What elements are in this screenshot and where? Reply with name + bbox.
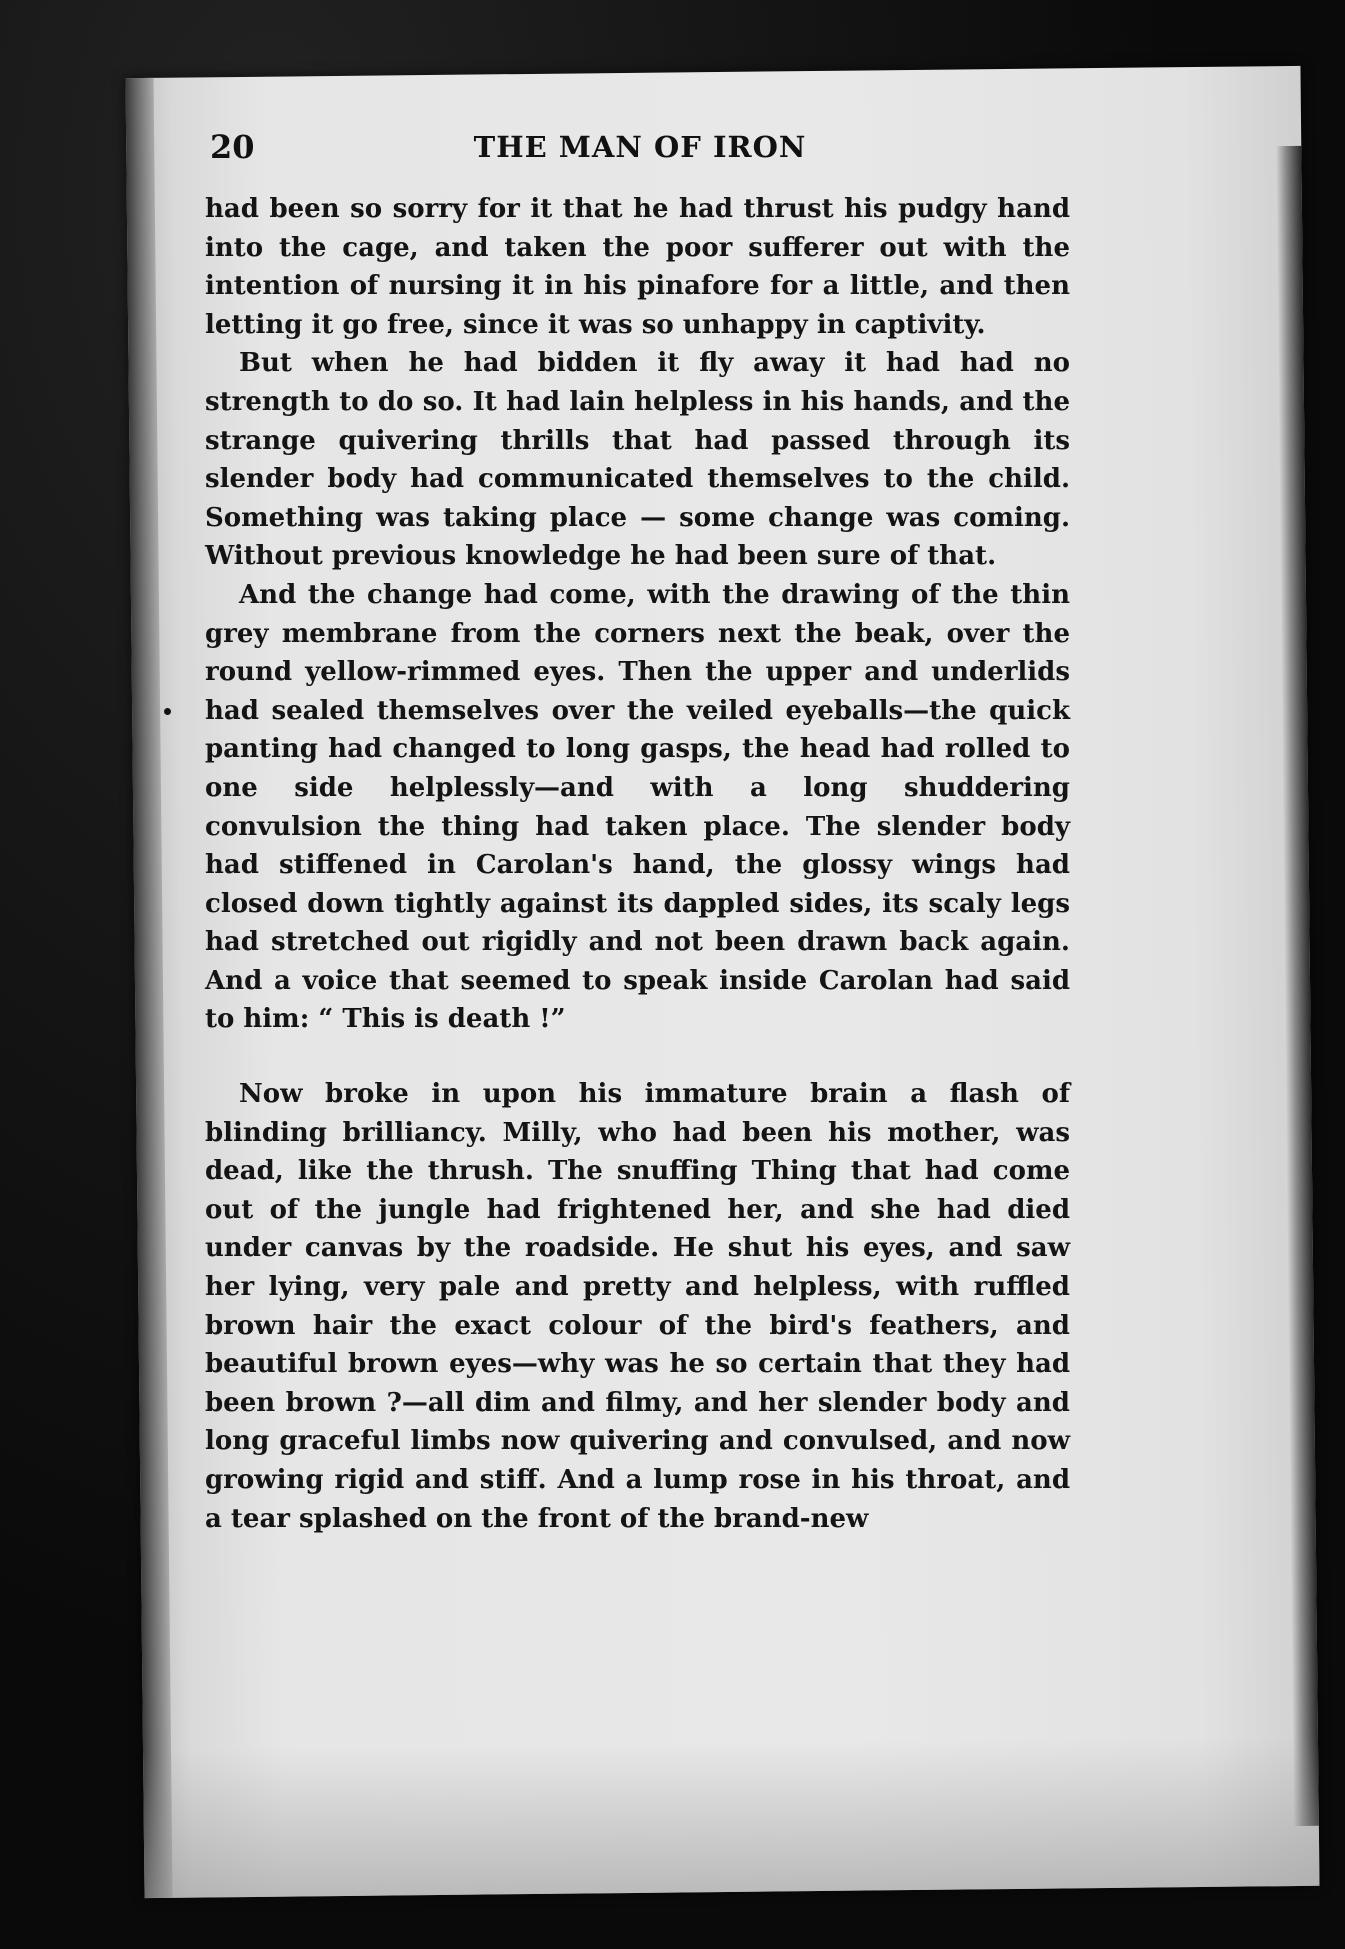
page-header bbox=[210, 128, 1070, 178]
body-text bbox=[205, 190, 1070, 1538]
ink-speck bbox=[164, 708, 171, 715]
paragraph: Now broke in upon his immature brain a flash of blinding brilliancy. Milly, who had been his mother, was dead, like the thrush. The snuffing Thing that had come out of the jungle had frightened her, and she had died under canvas by the roadside. He shut his eyes, and saw her lying, very pale and pretty and helpless, with ruffled brown hair the exact colour of the bird's feathers, and beautiful brown eyes—why was he so certain that they had been brown ?—all dim and filmy, and her slender body and long graceful limbs now quivering and convulsed, and now growing rigid and stiff. And a lump rose in his throat, and a tear splashed on the front of the brand-new bbox=[205, 1079, 1070, 1534]
paragraph: But when he had bidden it fly away it had had no strength to do so. It had lain helpless in his hands, and the strange quivering thrills that had passed through its slender body had communicated themselves to the child. Something was taking place — some change was coming. Without previous knowledge he had been sure of that. bbox=[205, 348, 1070, 572]
paragraph-continued: had been so sorry for it that he had thrust his pudgy hand into the cage, and taken the poor sufferer out with the intention of nursing it in his pinafore for a little, and then letting it go free, since it was so unhappy in captivity. bbox=[205, 194, 1070, 340]
section-break bbox=[205, 1039, 1070, 1075]
paragraph: And the change had come, with the drawing of the thin grey membrane from the corners next the beak, over the round yellow-rimmed eyes. Then the upper and underlids had sealed themselves over the veiled eyeballs—the quick panting had changed to long gasps, the head had rolled to one side helplessly—and with a long shuddering convulsion the thing had taken place. The slender body had stiffened in Carolan's hand, the glossy wings had closed down tightly against its dappled sides, its scaly legs had stretched out rigidly and not been drawn back again. And a voice that seemed to speak inside Carolan had said to him: “ This is death !” bbox=[205, 579, 1070, 1035]
page-number: 20 bbox=[210, 128, 255, 166]
running-title: THE MAN OF IRON bbox=[473, 130, 807, 164]
page-bottom-shade bbox=[143, 1736, 1320, 1898]
